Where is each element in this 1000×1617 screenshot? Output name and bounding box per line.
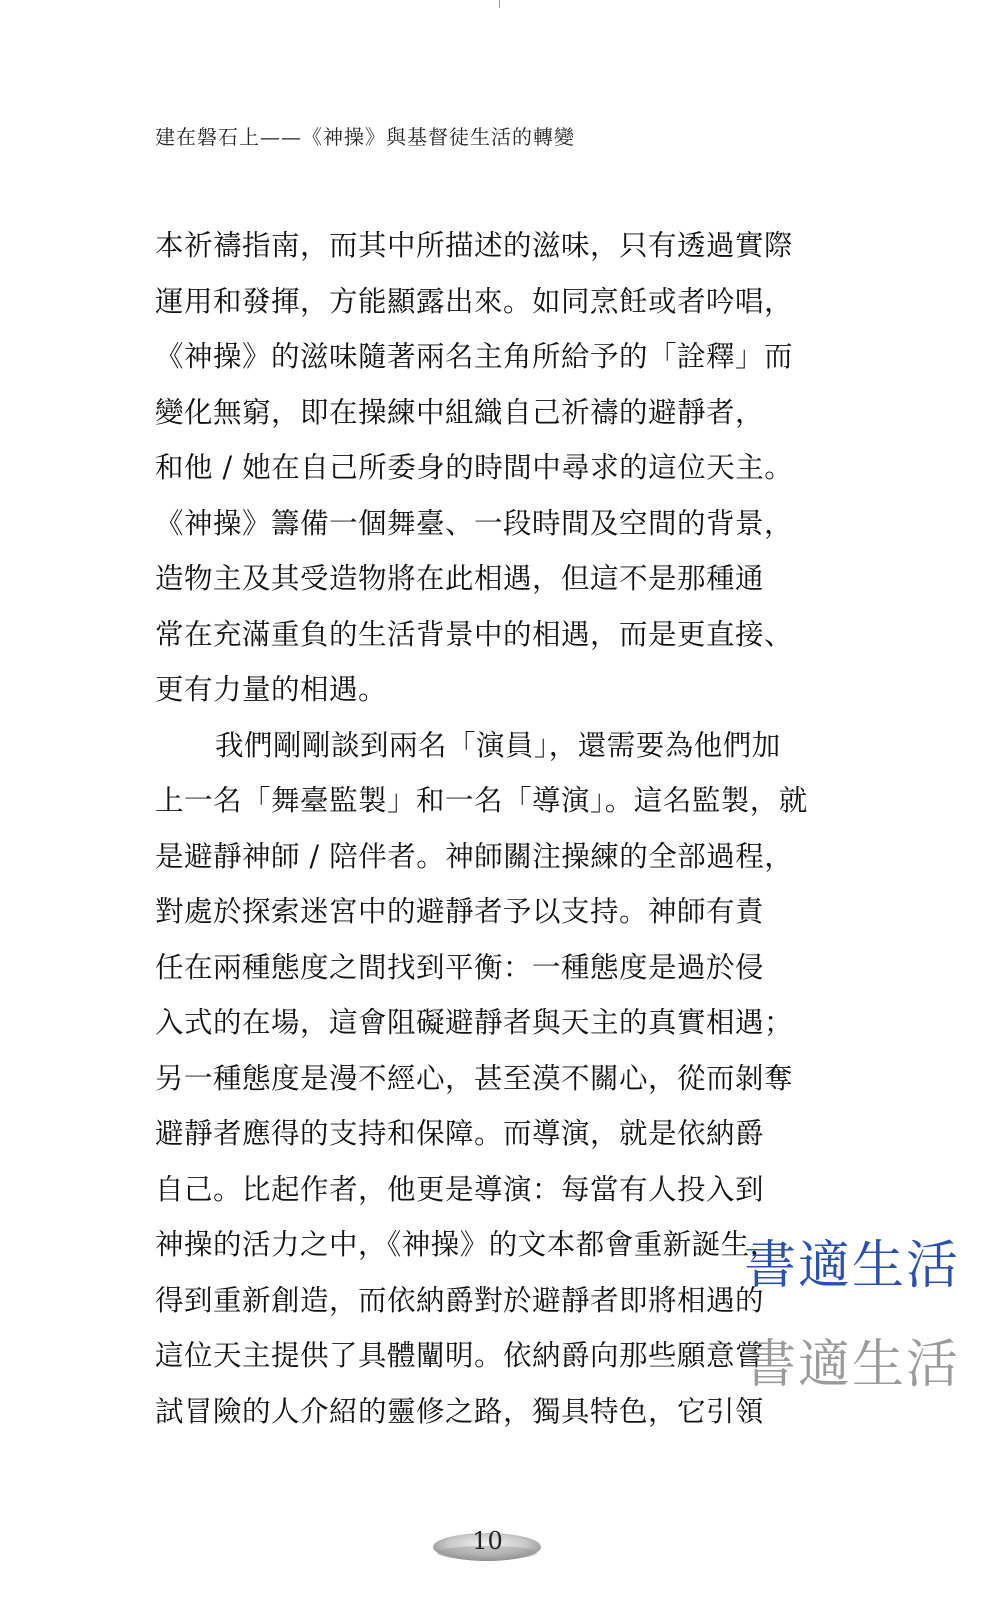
page-number: 10 (472, 1527, 503, 1555)
text-line: 和他 / 她在自己所委身的時間中尋求的這位天主。 (155, 451, 794, 484)
paragraph-start-line: 我們剛剛談到兩名「演員」，還需要為他們加 (215, 728, 781, 762)
watermark-primary: 書適生活 (743, 1236, 960, 1296)
text-line: 入式的在場，這會阻礙避靜者與天主的真實相遇； (155, 1006, 794, 1039)
text-line: 任在兩種態度之間找到平衡：一種態度是過於侵 (155, 950, 765, 984)
text-line: 神操的活力之中，《神操》的文本都會重新誕生， (155, 1228, 779, 1261)
text-line: 運用和發揮，方能顯露出來。如同烹飪或者吟唱， (155, 284, 794, 318)
top-crop-mark (499, 0, 500, 8)
body-text (155, 218, 835, 1439)
text-line: 常在充滿重負的生活背景中的相遇，而是更直接、 (155, 617, 794, 651)
text-line: 造物主及其受造物將在此相遇，但這不是那種通 (155, 562, 765, 595)
text-line: 得到重新創造，而依納爵對於避靜者即將相遇的 (155, 1283, 765, 1317)
text-line: 另一種態度是漫不經心，甚至漠不關心，從而剝奪 (155, 1061, 794, 1095)
text-line: 是避靜神師 / 陪伴者。神師關注操練的全部過程， (155, 839, 794, 873)
running-header: 建在磐石上——《神操》與基督徒生活的轉變 (155, 125, 575, 149)
text-line: 變化無窮，即在操練中組織自己祈禱的避靜者， (155, 395, 765, 429)
text-line: 對處於探索迷宮中的避靜者予以支持。神師有責 (155, 895, 765, 928)
text-line: 避靜者應得的支持和保障。而導演，就是依納爵 (155, 1117, 765, 1150)
text-line: 《神操》的滋味隨著兩名主角所給予的「詮釋」而 (155, 340, 794, 373)
text-line: 自己。比起作者，他更是導演：每當有人投入到 (155, 1172, 765, 1206)
text-line: 這位天主提供了具體闡明。依納爵向那些願意嘗 (155, 1339, 765, 1372)
text-line: 試冒險的人介紹的靈修之路，獨具特色，它引領 (155, 1394, 765, 1428)
text-line: 《神操》籌備一個舞臺、一段時間及空間的背景， (155, 506, 794, 540)
text-line: 本祈禱指南，而其中所描述的滋味，只有透過實際 (155, 229, 794, 262)
text-line: 上一名「舞臺監製」和一名「導演」。這名監製，就 (155, 784, 808, 817)
text-line: 更有力量的相遇。 (155, 673, 388, 706)
page-number-badge (430, 1523, 545, 1563)
watermark-secondary: 書適生活 (743, 1335, 960, 1395)
